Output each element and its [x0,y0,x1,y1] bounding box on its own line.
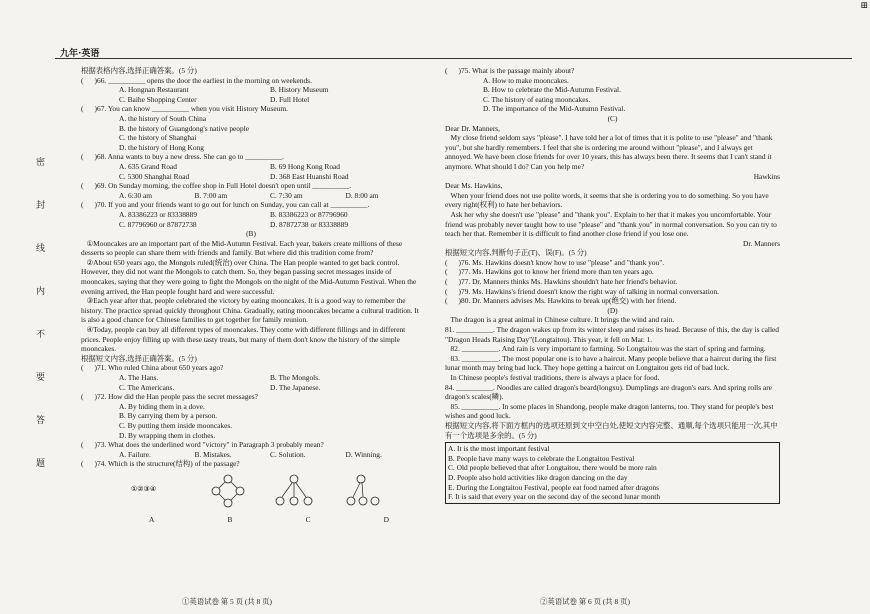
question-73: ( )73. What does the underlined word "victory" in Paragraph 3 probably mean? [81,440,324,450]
diagram-labels: A B C D [149,514,389,524]
corner-mark: ⊞ [860,0,868,10]
blank-84: 84. __________. Noodles are called dragon's beard(longxu). Dumplings are dragon's ears. And spring rolls are dragon's scales(鳞). [445,382,774,402]
diagram-d [341,473,381,509]
option-item: D. People also hold activities like dragon dancing on the day [448,472,628,482]
question-77: ( )77. Ms. Hawkins got to know her friend more than ten years ago. [445,267,654,277]
passage-d-p1: The dragon is a great animal in Chinese culture. It brings the wind and rain. [445,315,675,325]
blank-81: 81. __________. The dragon wakes up from its winter sleep and raises its head. Because of this, the day is called "Dragon Heads Raising Day"(Longtaitou). This year, it fell on Mar. 1. [445,325,781,344]
letter-signature: Hawkins [753,171,780,181]
reply-body: Ask her why she doesn't use "please" and "thank you". Explain to her that it makes you uncomfortable. Your friend was probably never taught how to use "please" and "thank you" in normal conversation. So you can try to teach her that. Remember it is difficult to find another close friend if you lose one. [445,209,779,239]
section-c-title: (C) [607,113,618,123]
diagram-c [274,473,314,509]
question-75: ( )75. What is the passage mainly about? [445,66,575,75]
passage-b-p1: ①Mooncakes are an important part of the Mid-Autumn Festival. Each year, bakers create millions of these desserts so people can share them with friends and family. But where did this tradition come from? [81,238,405,258]
option-item: F. It is said that every year on the second day of the second lunar month [448,492,661,502]
page-header: 九年·英语 [60,49,100,59]
section-instruction: 根据表格内容,选择正确答案。(5 分) [81,66,197,75]
header-rule [55,58,852,59]
passage-d-p2: In Chinese people's festival traditions, there is always a place for food. [445,373,660,382]
option-item: E. During the Longtaitou Festival, people eat food named after dragons [448,482,659,492]
passage-b-p3: ③Each year after that, people celebrated the victory by eating mooncakes. It is a good way to remember the history. The practice spread quickly throughout China. Gradually, eating mooncakes became a cultural tradition. It is also a good chance for Chinese families to get together for family reunion. [81,296,421,325]
margin-char: 答 [36,416,46,426]
margin-char: 内 [36,287,46,297]
reply-body: When your friend does not use polite words, it seems that she is ordering you to do something. So you have every right(权利) to hate her behaviors. [445,190,771,210]
letter-body: My close friend seldom says "please". I have told her a lot of times that it is polite to use "please" and "thank you", but she hardly remembers. I feel that she is ordering me around without "please", and I always get annoyed. We have been close friends for over 10 years, this has always been there. It seems that I can't stand it anymore. What should I do? Can you help me? [445,133,775,171]
question-79: ( )79. Ms. Hawkins's friend doesn't know the right way of talking in normal conversation. [445,286,720,296]
page-footer-left: ①英语试卷 第 5 页 (共 8 页) [182,597,272,606]
section-d-title: (D) [607,305,618,315]
question-74: ( )74. Which is the structure(结构) of the passage? [81,459,240,469]
left-column: 根据表格内容,选择正确答案。(5 分) ( )66. __________ opens the door the earliest in the morning on weekends. A. Hongnan Restaurant B. History Museum C. Baihe Shopping Center D. Full Hotel ( )67. You can know __________ when you visit History Museum. A. the history of South China B. the history of Guangdong's native people C. the history of Shanghai D. the history of Hong Kong ( )68. Anna wants to buy a new dress. She can go to __________. A. 635 Grand Road B. 69 Hong Kong Road C. 5300 Shanghai Road D. 368 East Huanshi Road ( )69. On Sunday morning, the coffee shop in Full Hotel doesn't open until __________. A. 6:30 am B. 7:00 am C. 7:30 am D. 8:00 am ( )70. If you and your friends want to go out for lunch on Sunday, you can call at __________. A. 83386223 or 83338889 B. 83386223 or 87796960 C. 87796960 or 87872738 D. 87872738 or 83338889 (B) ①Mooncakes are an important part of the Mid-Autumn Festival. Each year, bakers create millions of these desserts so people can share them with friends and family. But where did this tradition come from? ②About 650 years ago, the Mongols ruled(统治) over China. The Han people wanted to get back control. However, they did not want the Mongols to catch them. So, they began passing secret messages inside of mooncakes, saying that they were going to fight the Mongols on the night of the Mid-Autumn Festival. When the evening arrived, the Han people fought hard and were successful. ③Each year after that, people celebrated the victory by eating mooncakes. It is a good way to remember the history. The practice spread quickly throughout China. Gradually, eating mooncakes became a cultural tradition. It is also a good chance for Chinese families to get together for family reunion. ④Today, people can buy all different types of mooncakes. They come with different fillings and in different prices. People enjoy filling up with these tasty treats, but many of them don't know the history of the simple mooncakes. 根据短文内容,选择正确答案。(5 分) ( )71. Who ruled China about 650 years ago? A. The Hans. B. The Mongols. C. The Americans. D. The Japanese. ( )72. How did the Han people pass the secret messages? A. By hiding them in a dove. B. By carrying them by a person. C. By putting them inside mooncakes. D. By wrapping them in clothes. ( )73. What does the underlined word "victory" in Paragraph 3 probably mean? A. Failure. B. Mistakes. C. Solution. D. Winning. ( )74. Which is the structure(结构) of the passage? ①②③④ A B C D [81,66,421,524]
diagram-a [131,473,181,503]
passage-b-p2: ②About 650 years ago, the Mongols ruled(统治) over China. The Han people wanted to get back control. However, they did not want the Mongols to catch them. So, they began passing secret messages inside of mooncakes, saying that they were going to fight the Mongols on the night of the Mid-Autumn Festival. When the evening arrived, the Han people fought hard and were successful. [81,257,419,296]
passage-b-p4: ④Today, people can buy all different types of mooncakes. They come with different fillings and in different prices. People enjoy filling up with these tasty treats, but many of them don't know the history of the simple mooncakes. [81,325,408,354]
option-item: B. People have many ways to celebrate the Longtaitou Festival [448,453,635,463]
margin-char: 封 [36,201,46,211]
question-66: ( )66. __________ opens the door the earliest in the morning on weekends. [81,75,312,85]
page-footer-right: ②英语试卷 第 6 页 (共 8 页) [540,597,630,606]
margin-char: 要 [36,373,46,383]
reply-greeting: Dear Ms. Hawkins, [445,181,503,191]
question-71: ( )71. Who ruled China about 650 years ago? [81,363,224,373]
question-68: ( )68. Anna wants to buy a new dress. She can go to __________. [81,152,285,162]
question-67: ( )67. You can know __________ when you visit History Museum. [81,104,288,114]
letter-greeting: Dear Dr. Manners, [445,123,500,133]
option-item: C. Old people believed that after Longtaitou, there would be more rain [448,463,657,473]
blank-85: 85. __________. In some places in Shandong, people make dragon lanterns, too. They stand for people's best wishes and good luck. [445,401,776,421]
margin-char: 密 [36,158,46,168]
margin-char: 题 [36,459,46,469]
option-item: A. It is the most important festival [448,444,550,454]
question-72: ( )72. How did the Han people pass the secret messages? [81,392,258,402]
section-instruction: 根据短文内容,将下面方框内的选项还原到文中空白处,使短文内容完整、通顺,每个选项只能用一次,其中有一个选项是多余的。(5 分) [445,420,778,440]
options-66: A. Hongnan Restaurant B. History Museum [119,85,329,95]
question-69: ( )69. On Sunday morning, the coffee shop in Full Hotel doesn't open until __________. [81,181,352,191]
question-70: ( )70. If you and your friends want to go out for lunch on Sunday, you can call at __________. [81,200,370,210]
section-b-title: (B) [246,229,256,239]
reply-signature: Dr. Manners [743,238,780,248]
blank-83: 83. __________. The most popular one is to have a haircut. Many people believe that a haircut during the first lunar month may bring bad luck. They hope getting a haircut on Longtaitou gets rid of bad luck. [445,353,779,373]
diagram-b [208,473,248,509]
question-80: ( )80. Dr. Manners advises Ms. Hawkins to break up(绝交) with her friend. [445,296,677,306]
options-box [445,442,780,504]
structure-diagrams [131,473,381,509]
question-76: ( )76. Ms. Hawkins doesn't know how to use "please" and "thank you". [445,257,665,267]
svg-text:①②③④: ①②③④ [131,484,157,493]
blank-82: 82. __________. And rain is very important to farming. So Longtaitou was the start of spring and farming. [445,344,766,354]
right-column: ( )75. What is the passage mainly about? A. How to make mooncakes. B. How to celebrate the Mid-Autumn Festival. C. The history of eating mooncakes. D. The importance of the Mid-Autumn Festival. (C) Dear Dr. Manners, My close friend seldom says "please". I have told her a lot of times that it is polite to use "please" and "thank you", but she hardly remembers. I feel that she is ordering me around without "please", and I always get annoyed. We have been close friends for over 10 years, this has always been there. It seems that I can't stand it anymore. What should I do? Can you help me? Hawkins Dear Ms. Hawkins, When your friend does not use polite words, it seems that she is ordering you to do something. So you have every right(权利) to hate her behaviors. Ask her why she doesn't use "please" and "thank you". Explain to her that it makes you uncomfortable. Your friend was probably never taught how to use "please" and "thank you" in normal conversation. So you can try to teach her that. Remember it is difficult to find another close friend if you lose one. Dr. Manners 根据短文内容,判断句子正(T)、误(F)。(5 分) ( )76. Ms. Hawkins doesn't know how to use "please" and "thank you". ( )77. Ms. Hawkins got to know her friend more than ten years ago. ( )77. Dr. Manners thinks Ms. Hawkins shouldn't hate her friend's behavior. ( )79. Ms. Hawkins's friend doesn't know the right way of talking in normal conversation. ( )80. Dr. Manners advises Ms. Hawkins to break up(绝交) with her friend. (D) The dragon is a great animal in Chinese culture. It brings the wind and rain. 81. __________. The dragon wakes up from its winter sleep and raises its head. Because of this, the day is called "Dragon Heads Raising Day"(Longtaitou). This year, it fell on Mar. 1. 82. __________. And rain is very important to farming. So Longtaitou was the start of spring and farming. 83. __________. The most popular one is to have a haircut. Many people believe that a haircut during the first lunar month may bring bad luck. They hope getting a haircut on Longtaitou gets rid of bad luck. In Chinese people's festival traditions, there is always a place for food. 84. __________. Noodles are called dragon's beard(longxu). Dumplings are dragon's ears. And spring rolls are dragon's scales(鳞). 85. __________. In some places in Shandong, people make dragon lanterns, too. They stand for people's best wishes and good luck. 根据短文内容,将下面方框内的选项还原到文中空白处,使短文内容完整、通顺,每个选项只能用一次,其中有一个选项是多余的。(5 分) A. It is the most important festival B. People have many ways to celebrate the Longtaitou Festival C. Old people believed that after Longtaitou, there would be more rain D. People also hold activities like dragon dancing on the day E. During the Longtaitou Festival, people eat food named after dragons F. It is said that every year on the second day of the second lunar month [445,66,780,504]
section-instruction: 根据短文内容,判断句子正(T)、误(F)。(5 分) [445,248,587,258]
margin-char: 不 [36,330,46,340]
margin-char: 线 [36,244,46,254]
question-78: ( )77. Dr. Manners thinks Ms. Hawkins shouldn't hate her friend's behavior. [445,277,678,287]
section-instruction: 根据短文内容,选择正确答案。(5 分) [81,353,197,363]
